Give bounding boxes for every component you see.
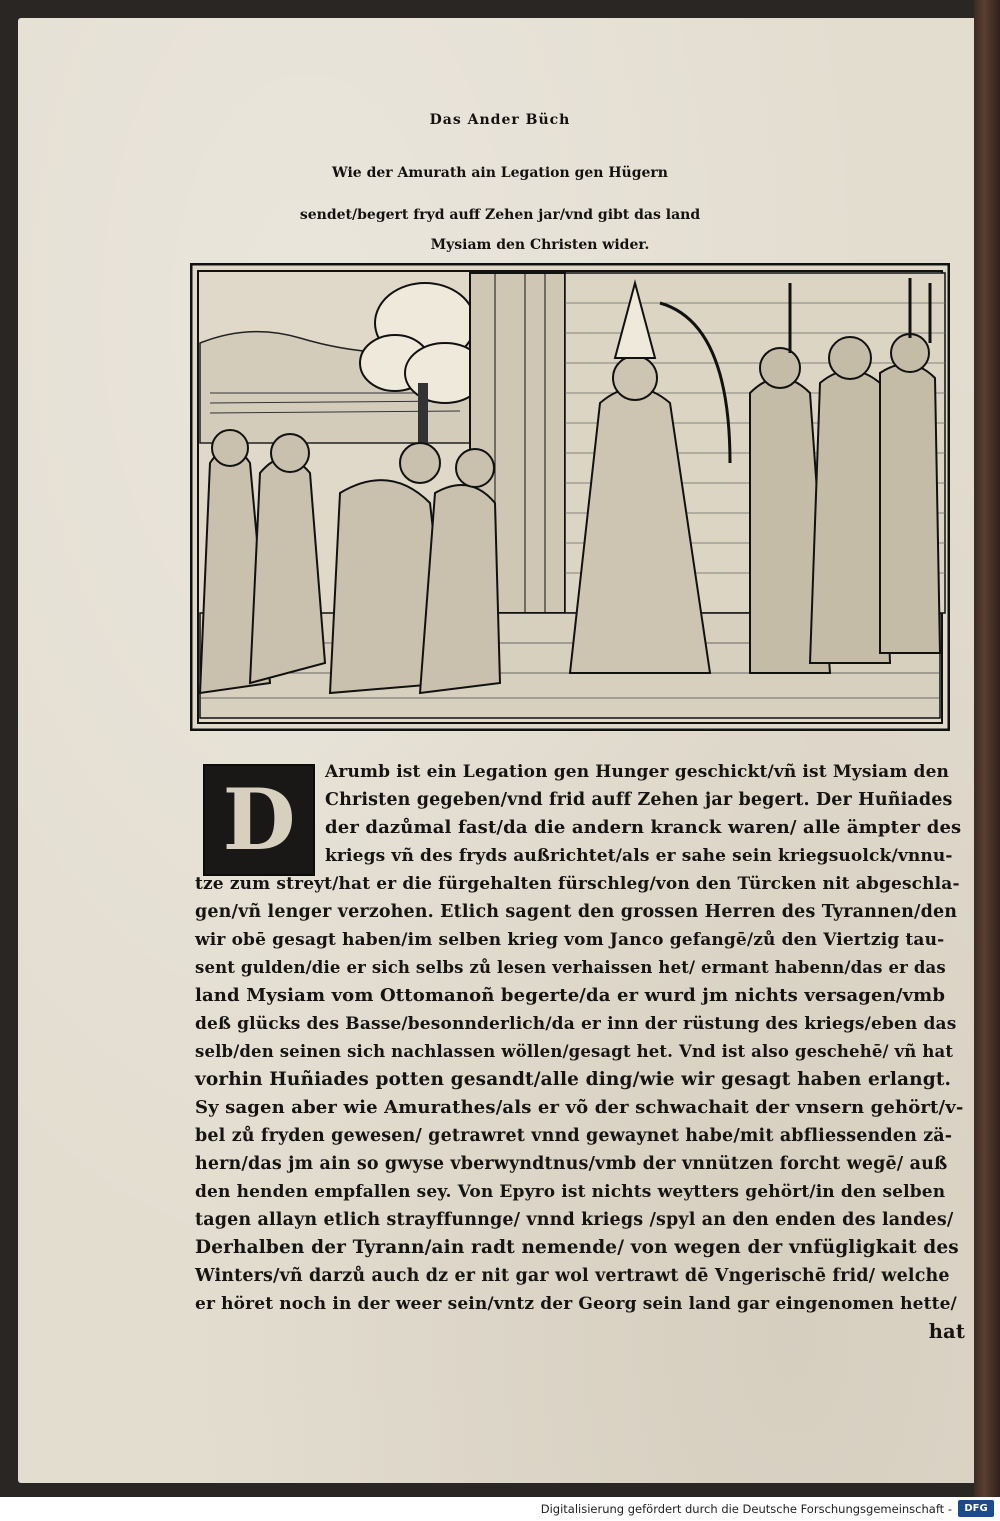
woodcut-illustration bbox=[190, 263, 950, 731]
chapter-subtitle-line-1: sendet/begert fryd auff Zehen jar/vnd gibt das land bbox=[299, 207, 701, 223]
text-line: Derhalben der Tyrann/ain radt nemende/ von wegen der vnfügligkait des bbox=[195, 1237, 959, 1258]
text-line: tze zum streyt/hat er die fürgehalten fürschleg/von den Türcken nit abgeschla- bbox=[195, 874, 960, 894]
text-line: land Mysiam vom Ottomanoñ begerte/da er wurd jm nichts versagen/vmb bbox=[195, 985, 946, 1006]
text-line: tagen allayn etlich strayffunnge/ vnnd kriegs /spyl an den enden des landes/ bbox=[195, 1210, 954, 1230]
text-line: Sy sagen aber wie Amurathes/als er võ der schwachait der vnsern gehört/v- bbox=[195, 1097, 964, 1118]
text-line: selb/den seinen sich nachlassen wöllen/gesagt het. Vnd ist also geschehē/ vñ hat bbox=[195, 1042, 954, 1061]
text-line: Arumb ist ein Legation gen Hunger geschickt/vñ ist Mysiam den bbox=[325, 762, 950, 782]
text-line: er höret noch in der weer sein/vntz der Georg sein land gar eingenomen hette/ bbox=[195, 1294, 957, 1314]
text-line: wir obē gesagt haben/im selben krieg vom Janco gefangē/zů den Viertzig tau- bbox=[195, 930, 945, 950]
book-heading: Das Ander Büch bbox=[429, 112, 571, 128]
text-line: den henden empfallen sey. Von Epyro ist nichts weytters gehört/in den selben bbox=[195, 1182, 946, 1202]
text-line: der dazůmal fast/da die andern kranck waren/ alle ämpter des bbox=[325, 817, 962, 838]
chapter-title: Wie der Amurath ain Legation gen Hügern bbox=[332, 165, 668, 181]
text-line: Winters/vñ darzů auch dz er nit gar wol vertrawt dē Vngerischē frid/ welche bbox=[195, 1266, 950, 1286]
decorated-initial: D bbox=[203, 764, 315, 876]
text-line: vorhin Huñiades potten gesandt/alle ding/wie wir gesagt haben erlangt. bbox=[195, 1069, 952, 1090]
funding-notice: Digitalisierung gefördert durch die Deutsche Forschungsgemeinschaft - bbox=[540, 1502, 952, 1516]
chapter-subtitle-line-2: Mysiam den Christen wider. bbox=[430, 237, 650, 253]
text-line: kriegs vñ des fryds außrichtet/als er sahe sein kriegsuolck/vnnu- bbox=[325, 846, 953, 866]
text-line: hern/das jm ain so gwyse vberwyndtnus/vmb der vnnützen forcht wegē/ auß bbox=[195, 1154, 948, 1174]
footer-bar bbox=[0, 1497, 1000, 1521]
text-line: Christen gegeben/vnd frid auff Zehen jar begert. Der Huñiades bbox=[325, 790, 953, 810]
book-spine-edge bbox=[974, 0, 1000, 1497]
catchword: hat bbox=[928, 1320, 965, 1343]
dfg-logo-icon: DFG bbox=[958, 1500, 994, 1517]
text-line: deß glücks des Basse/besonnderlich/da er inn der rüstung des kriegs/eben das bbox=[195, 1014, 957, 1034]
text-line: bel zů fryden gewesen/ getrawret vnnd gewaynet habe/mit abfliessenden zä- bbox=[195, 1126, 953, 1146]
text-line: sent gulden/die er sich selbs zů lesen verhaissen het/ ermant habenn/das er das bbox=[195, 958, 946, 977]
text-line: gen/vñ lenger verzohen. Etlich sagent den grossen Herren des Tyrannen/den bbox=[195, 902, 958, 922]
